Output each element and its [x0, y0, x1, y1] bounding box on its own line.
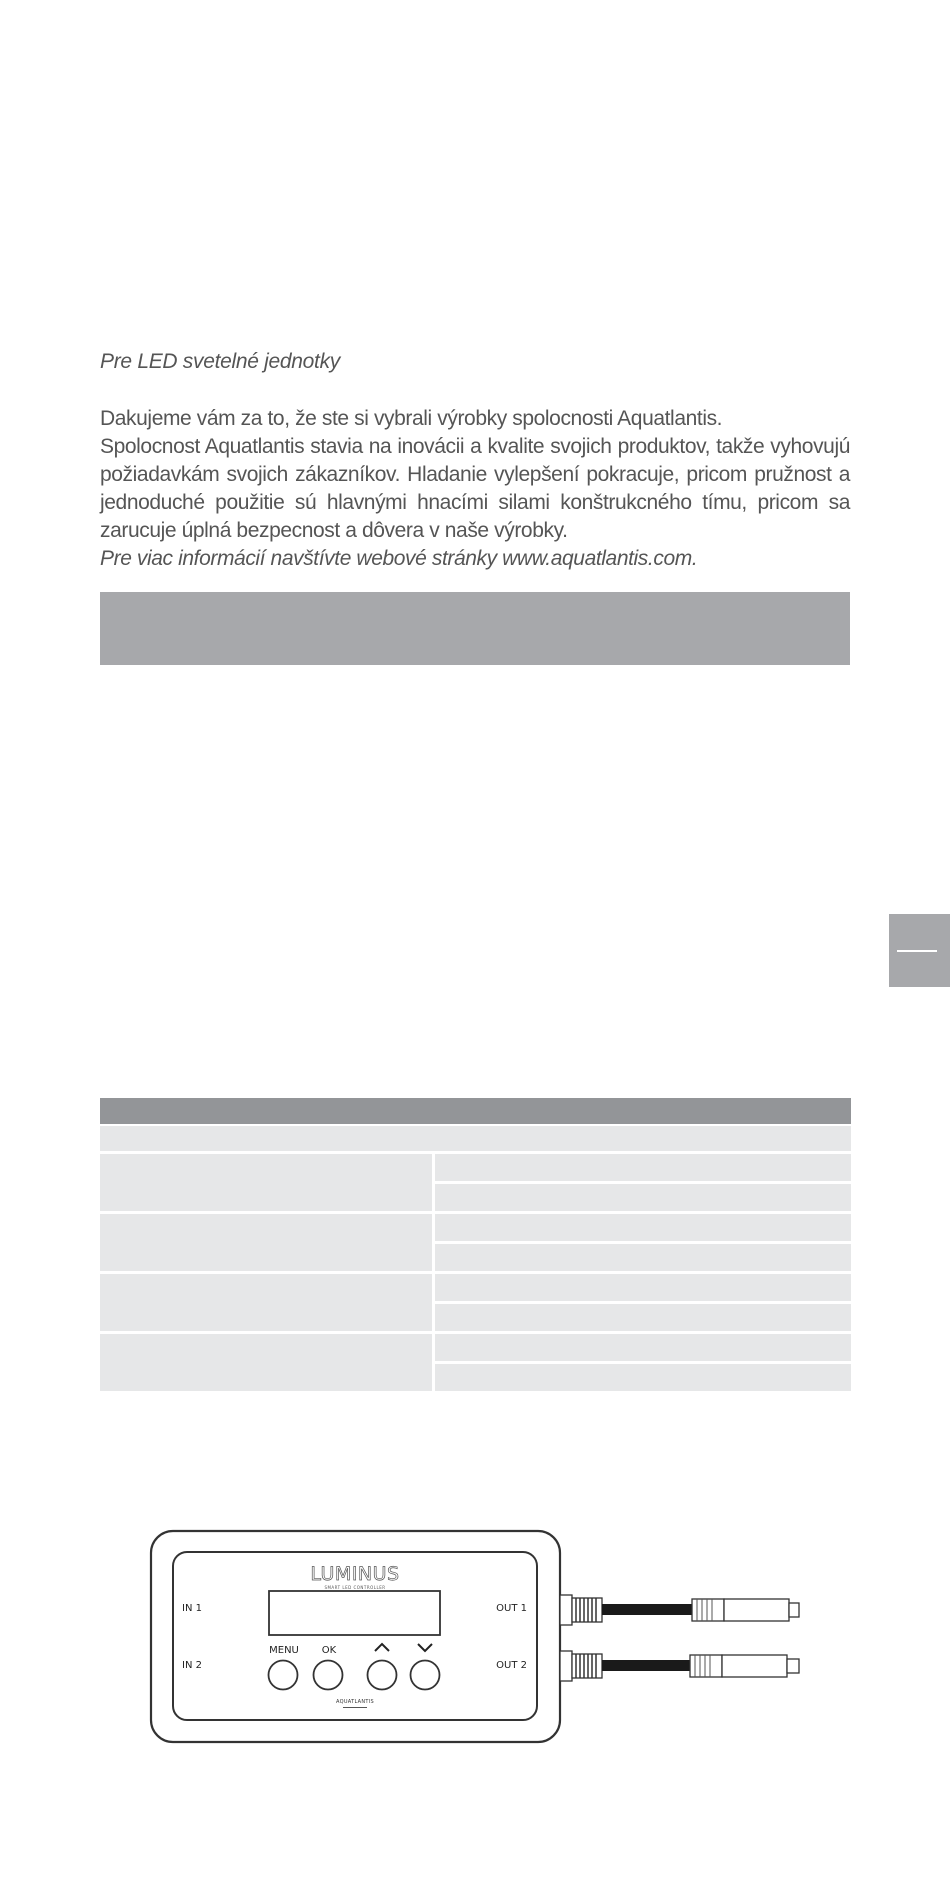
input-label-2: IN 2 — [182, 1660, 202, 1671]
brand-tagline: SMART LED CONTROLLER — [324, 1585, 386, 1590]
maker-logo: AQUATLANTIS — [335, 1699, 375, 1705]
down-button — [411, 1661, 440, 1690]
intro-line-thanks: Dakujeme vám za to, že ste si vybrali výrobky spolocnosti Aquatlantis. — [100, 407, 723, 430]
output-cable-2 — [560, 1651, 799, 1681]
intro-line-company: Spolocnost Aquatlantis stavia na inovácii a kvalite svojich produktov, takže vyhovujú požiadavkám svojich zákazníkov. Hladanie vylepšení pokracuje, pricom pružnost a jednoduché použitie sú hlavnými hnacími silami konštrukcného tímu, pricom sa zarucuje úplná bezpecnost a dôvera v naše výrobky. — [100, 435, 850, 542]
up-button — [368, 1661, 397, 1690]
output-cable-1 — [560, 1595, 799, 1625]
menu-button-label: MENU — [269, 1645, 299, 1656]
ok-button — [314, 1661, 343, 1690]
lcd-display — [269, 1591, 440, 1635]
output-label-2: OUT 2 — [496, 1660, 527, 1671]
page-subtitle: Pre LED svetelné jednotky — [100, 350, 340, 373]
website-line: Pre viac informácií navštívte webové stránky www.aquatlantis.com. — [100, 547, 698, 570]
input-label-1: IN 1 — [182, 1603, 202, 1614]
ok-button-label: OK — [321, 1645, 337, 1656]
brand-logo: LUMINUS — [310, 1563, 400, 1585]
maker-logo-underline — [343, 1707, 367, 1708]
output-label-1: OUT 1 — [496, 1603, 527, 1614]
menu-button — [269, 1661, 298, 1690]
